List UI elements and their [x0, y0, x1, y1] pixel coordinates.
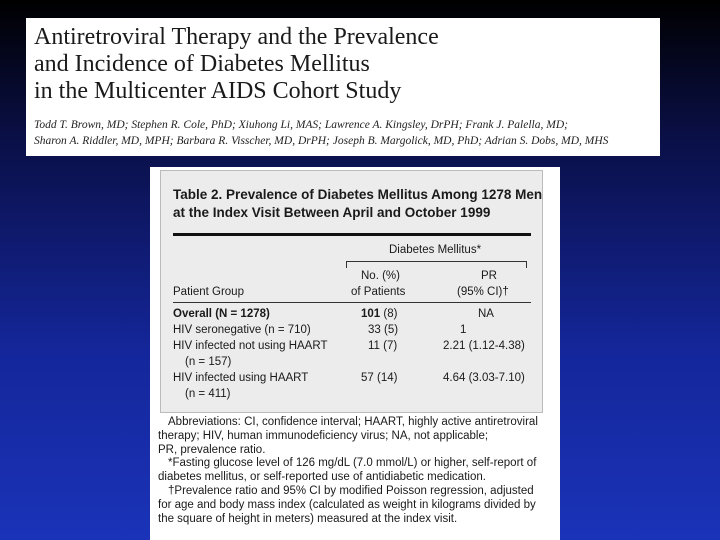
paper-header — [26, 18, 660, 156]
footnote-line: Abbreviations: CI, confidence interval; HAART, highly active antiretroviral — [168, 416, 538, 428]
footnote-line: †Prevalence ratio and 95% CI by modified Poisson regression, adjusted — [168, 484, 534, 497]
table-row-group: HIV infected not using HAART — [173, 340, 328, 352]
table-title — [173, 186, 543, 222]
table-row-no: 33 (5) — [368, 324, 399, 336]
table-title-line: at the Index Visit Between April and October 1999 — [173, 205, 491, 220]
col-header-no: No. (%) — [361, 270, 400, 282]
table-row-no: 101 (8) — [361, 308, 398, 320]
footnote-line: therapy; HIV, human immunodeficiency virus; NA, not applicable; — [158, 429, 489, 442]
table-row-group: HIV seronegative (n = 710) — [173, 324, 311, 336]
table-footnotes — [158, 416, 558, 526]
footnote-line: *Fasting glucose level of 126 mg/dL (7.0 mmol/L) or higher, self-report of — [168, 457, 537, 470]
table-row-pr: 2.21 (1.12-4.38) — [443, 340, 525, 352]
table-row-pr: NA — [478, 308, 494, 320]
group-header-rule — [346, 261, 527, 262]
paper-title — [34, 24, 652, 105]
paper-title-line: in the Multicenter AIDS Cohort Study — [34, 78, 402, 104]
paper-title-line: Antiretroviral Therapy and the Prevalence — [34, 24, 439, 50]
paper-title-line: and Incidence of Diabetes Mellitus — [34, 51, 370, 77]
table-2 — [160, 170, 543, 413]
group-bracket-left — [346, 261, 347, 268]
table-title-line: Table 2. Prevalence of Diabetes Mellitus Among 1278 Men — [173, 187, 543, 202]
footnote-line: for age and body mass index (calculated as weight in kilograms divided by — [158, 498, 536, 511]
table-panel — [150, 167, 560, 540]
table-row-pr: 1 — [460, 324, 467, 336]
table-row-group: HIV infected using HAART — [173, 372, 309, 384]
author-line: Todd T. Brown, MD; Stephen R. Cole, PhD; Xiuhong Li, MAS; Lawrence A. Kingsley, DrPH; Frank J. Palella, MD; — [34, 119, 568, 131]
col-header-no-line2: of Patients — [351, 286, 406, 298]
footnote-line: the square of height in meters) measured at the index visit. — [158, 512, 458, 525]
table-row-group: Overall (N = 1278) — [173, 308, 270, 320]
paper-authors — [34, 117, 652, 149]
group-bracket-right — [526, 261, 527, 268]
footnote-line: diabetes mellitus, or self-reported use of antidiabetic medication. — [158, 471, 486, 484]
col-header-patient-group: Patient Group — [173, 286, 244, 298]
header-bottom-rule — [173, 302, 531, 303]
col-header-pr: PR — [481, 270, 497, 282]
table-top-rule — [173, 233, 531, 236]
author-line: Sharon A. Riddler, MD, MPH; Barbara R. Visscher, MD, DrPH; Joseph B. Margolick, MD, PhD; Adrian S. Dobs, MD, MHS — [34, 135, 609, 147]
table-row-group-cont: (n = 157) — [185, 356, 232, 368]
table-row-no: 57 (14) — [361, 372, 398, 384]
table-row-group-cont: (n = 411) — [185, 388, 231, 400]
col-header-pr-line2: (95% CI)† — [457, 286, 509, 298]
table-row-pr: 4.64 (3.03-7.10) — [443, 372, 525, 384]
table-row-no: 11 (7) — [368, 340, 398, 352]
group-header-diabetes: Diabetes Mellitus* — [389, 244, 482, 256]
footnote-line: PR, prevalence ratio. — [158, 443, 266, 456]
